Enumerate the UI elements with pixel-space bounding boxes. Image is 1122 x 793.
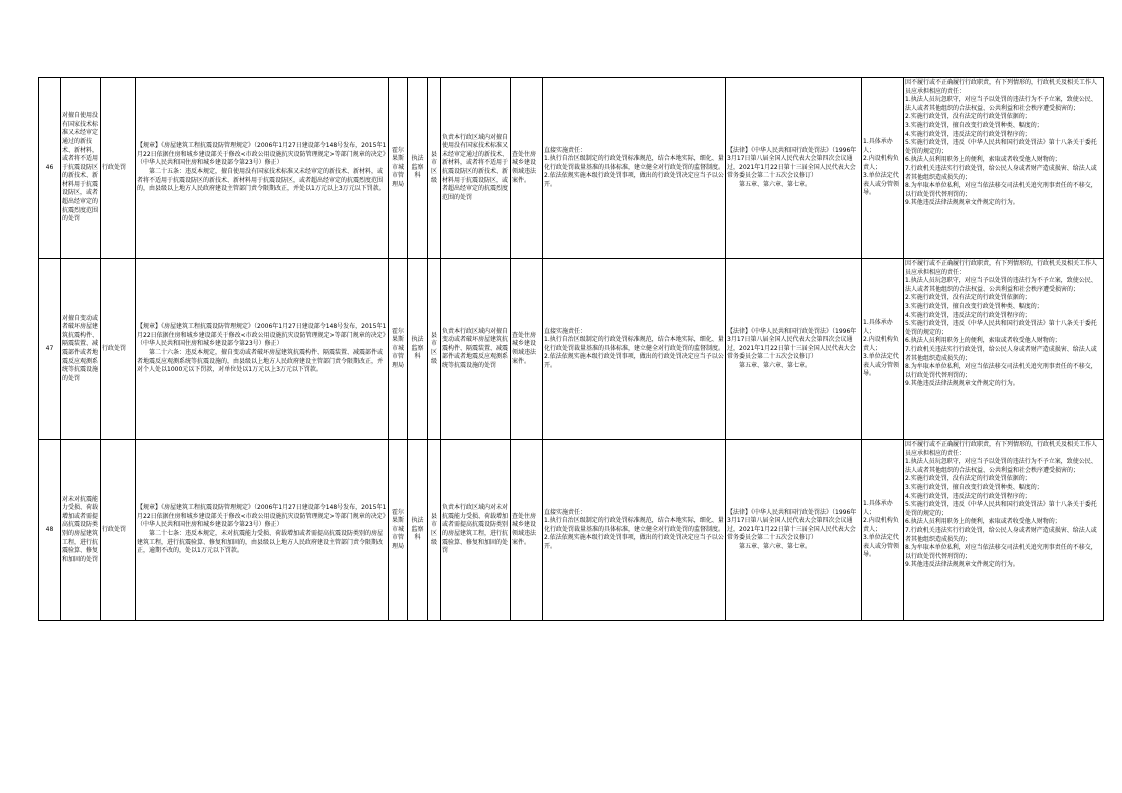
accountability-circumstances — [904, 78, 1104, 259]
list-item: 5.实施行政处罚，违反《中华人民共和国行政处罚法》第十八条关于委托处罚的规定的； — [905, 139, 1097, 155]
list-item: 8.为牟取本单位私利，对应当依法移交司法机关追究刑事责任的不移交，以行政处罚代替刑罚的； — [905, 182, 1097, 198]
responsibility-duty: 直接实施责任： 1.执行自治区级制定的行政处罚标准规范，结合本地实际，细化、量化行政处罚裁量基准的具体标准，建立健全对行政处罚的监督制度。 2.依法依规实施本级行政处罚事项，做出的行政处罚决定应当予以公开。 — [543, 78, 726, 259]
legal-basis: 【规章】《房屋建筑工程抗震设防管理规定》（2006年1月27日建设部令148号发布，2015年1月22日依据住房和城乡建设部关于修改<市政公用设施抗灾设防管理规定>等部门规章的决定》（中华人民共和国住房和城乡建设部令第23号）修正） 第二十七条：违反本规定，未对抗震能力受损、荷载增加或者需提高抗震设防类别的房屋建筑工程，进行抗震验算、修复和加固的，由县级以上地方人民政府建设主管部门责令限期改正，逾期不改的，处以1万元以下罚款。 — [136, 440, 389, 621]
item-type: 行政处罚 — [101, 78, 136, 259]
item-content: 负责本行政区域内对擅自使用没有国家技术标准又未经审定通过的新技术、新材料，或者将不适用于抗震设防区的新技术、新材料用于抗震设防区，或者超出经审定的抗震烈度范围的处罚 — [441, 78, 511, 259]
row-number: 48 — [39, 440, 61, 621]
item-name: 对未对抗震能力受损、荷载增加或者需提高抗震设防类别的房屋建筑工程，进行抗震验算、修复和加固的处罚 — [61, 440, 101, 621]
list-item: 7.行政机关违法实行行政处罚，给公民人身或者财产造成损害、给法人或者其他组织造成损失的； — [905, 526, 1097, 543]
list-item: 2.实施行政处罚，没有法定的行政处罚依据的； — [905, 113, 1031, 121]
list-item: 2.实施行政处罚，没有法定的行政处罚依据的； — [905, 475, 1031, 483]
list-item: 6.执法人员利用职务上的便利，索取或者收受他人财物的； — [905, 518, 1061, 526]
responsible-persons: 1.具体承办人； 2.内设机构负责人； 3.单位法定代表人或分管领导。 — [862, 440, 904, 621]
level: 县市区级 — [428, 78, 441, 259]
power-list-table — [38, 77, 1104, 621]
list-item: 8.为牟取本单位私利，对应当依法移交司法机关追究刑事责任的不移交，以行政处罚代替刑罚的； — [905, 544, 1097, 560]
handler-unit: 查处住房城乡建设领域违法案件。 — [511, 440, 543, 621]
responsibility-duty: 直接实施责任： 1.执行自治区级制定的行政处罚标准规范，结合本地实际，细化、量化行政处罚裁量基准的具体标准，建立健全对行政处罚的监督制度。 2.依法依规实施本级行政处罚事项，做出的行政处罚决定应当予以公开。 — [543, 259, 726, 440]
item-name: 对擅自变动或者破坏房屋建筑抗震构件、隔震装置、减震部件或者地震反应观测系统等抗震设施的处罚 — [61, 259, 101, 440]
table-row — [39, 78, 1104, 259]
legal-basis: 【规章】《房屋建筑工程抗震设防管理规定》（2006年1月27日建设部令148号发布，2015年1月22日依据住房和城乡建设部关于修改<市政公用设施抗灾设防管理规定>等部门规章的决定》（中华人民共和国住房和城乡建设部令第23号）修正） 第二十六条：违反本规定，擅自变动或者破坏房屋建筑抗震构件、隔震装置、减震部件或者地震反应观测系统等抗震设施的，由县级以上地方人民政府建设主管部门责令限期改正，并对个人处以1000元以下罚款，对单位处以1万元以上3万元以下罚款。 — [136, 259, 389, 440]
list-item: 9.其他违反法律法规规章文件规定的行为。 — [905, 561, 1019, 569]
list-item: 3.实施行政处罚，擅自改变行政处罚种类、幅度的； — [905, 483, 1043, 491]
table-row — [39, 259, 1104, 440]
level: 县市区级 — [428, 259, 441, 440]
list-item: 4.实施行政处罚，违反法定的行政处罚程序的； — [905, 492, 1031, 500]
table-row — [39, 440, 1104, 621]
implementing-subject: 执法监察科 — [408, 78, 428, 259]
list-item: 7.行政机关违法实行行政处罚，给公民人身或者财产造成损害、给法人或者其他组织造成损失的； — [905, 164, 1097, 181]
accountability-basis: 【法律】《中华人民共和国行政处罚法》（1996年3月17日第八届全国人民代表大会第四次会议通过，2021年1月22日第十三届全国人民代表大会常务委员会第二十五次会议修订） 第五章、第六章、第七章。 — [726, 440, 862, 621]
department: 霍尔果斯市城市管理局 — [389, 440, 408, 621]
list-item: 9.其他违反法律法规规章文件规定的行为。 — [905, 380, 1019, 388]
legal-basis: 【规章】《房屋建筑工程抗震设防管理规定》（2006年1月27日建设部令148号发布，2015年1月22日依据住房和城乡建设部关于修改<市政公用设施抗灾设防管理规定>等部门规章的决定》（中华人民共和国住房和城乡建设部令第23号）修正） 第二十五条：违反本规定，擅自使用没有国家技术标准又未经审定的新技术、新材料，或者将不适用于抗震设防区的新技术、新材料用于抗震设防区，或者超出经审定的抗震烈度范围的，由县级以上地方人民政府建设主管部门责令限期改正，并处以1万元以上3万元以下罚款。 — [136, 78, 389, 259]
item-content: 负责本行政区域内对擅自变动或者破坏房屋建筑抗震构件、隔震装置、减震部件或者地震反应观测系统等抗震设施的处罚 — [441, 259, 511, 440]
item-content: 负责本行政区域内对未对抗震能力受损、荷载增加或者需提高抗震设防类别的房屋建筑工程，进行抗震验算、修复和加固的处罚 — [441, 440, 511, 621]
list-item: 1.执法人员玩忽职守，对应当予以处罚的违法行为不予立案，致使公民、法人或者其他组织的合法权益、公共利益和社会秩序遭受损害的； — [905, 458, 1097, 474]
handler-unit: 查处住房城乡建设领域违法案件。 — [511, 78, 543, 259]
responsible-persons: 1.具体承办人； 2.内设机构负责人； 3.单位法定代表人或分管领导。 — [862, 259, 904, 440]
list-item: 2.实施行政处罚，没有法定的行政处罚依据的； — [905, 294, 1031, 302]
list-item: 6.执法人员利用职务上的便利，索取或者收受他人财物的； — [905, 156, 1061, 164]
list-item: 4.实施行政处罚，违反法定的行政处罚程序的； — [905, 130, 1031, 138]
item-type: 行政处罚 — [101, 440, 136, 621]
accountability-circumstances — [904, 259, 1104, 440]
list-item: 8.为牟取本单位私利，对应当依法移交司法机关追究刑事责任的不移交，以行政处罚代替刑罚的； — [905, 363, 1097, 379]
item-name: 对擅自使用没有国家技术标准又未经审定通过的新技术、新材料，或者将不适用于抗震设防区的新技术、新材料用于抗震设防区，或者超出经审定的抗震烈度范围的处罚 — [61, 78, 101, 259]
row-number: 46 — [39, 78, 61, 259]
department: 霍尔果斯市城市管理局 — [389, 259, 408, 440]
implementing-subject: 执法监察科 — [408, 440, 428, 621]
responsible-persons: 1.具体承办人； 2.内设机构负责人； 3.单位法定代表人或分管领导。 — [862, 78, 904, 259]
list-item: 9.其他违反法律法规规章文件规定的行为。 — [905, 199, 1019, 207]
row-number: 47 — [39, 259, 61, 440]
list-item: 1.执法人员玩忽职守，对应当予以处罚的违法行为不予立案，致使公民、法人或者其他组织的合法权益、公共利益和社会秩序遭受损害的； — [905, 96, 1097, 112]
list-item: 3.实施行政处罚，擅自改变行政处罚种类、幅度的； — [905, 302, 1043, 310]
responsibility-duty: 直接实施责任： 1.执行自治区级制定的行政处罚标准规范，结合本地实际，细化、量化行政处罚裁量基准的具体标准，建立健全对行政处罚的监督制度。 2.依法依规实施本级行政处罚事项，做出的行政处罚决定应当予以公开。 — [543, 440, 726, 621]
item-type: 行政处罚 — [101, 259, 136, 440]
department: 霍尔果斯市城市管理局 — [389, 78, 408, 259]
handler-unit: 查处住房城乡建设领域违法案件。 — [511, 259, 543, 440]
list-item: 因不履行或不正确履行行政职责，有下列情形的，行政机关及相关工作人员应承担相应的责任： — [905, 260, 1098, 276]
list-item: 6.执法人员利用职务上的便利，索取或者收受他人财物的； — [905, 337, 1061, 345]
list-item: 因不履行或不正确履行行政职责，有下列情形的，行政机关及相关工作人员应承担相应的责任： — [905, 441, 1098, 457]
list-item: 5.实施行政处罚，违反《中华人民共和国行政处罚法》第十八条关于委托处罚的规定的； — [905, 501, 1097, 517]
list-item: 7.行政机关违法实行行政处罚，给公民人身或者财产造成损害、给法人或者其他组织造成损失的； — [905, 345, 1097, 362]
list-item: 3.实施行政处罚，擅自改变行政处罚种类、幅度的； — [905, 121, 1043, 129]
level: 县市区级 — [428, 440, 441, 621]
list-item: 1.执法人员玩忽职守，对应当予以处罚的违法行为不予立案，致使公民、法人或者其他组织的合法权益、公共利益和社会秩序遭受损害的； — [905, 277, 1097, 293]
list-item: 4.实施行政处罚，违反法定的行政处罚程序的； — [905, 311, 1031, 319]
list-item: 5.实施行政处罚，违反《中华人民共和国行政处罚法》第十八条关于委托处罚的规定的； — [905, 320, 1097, 336]
accountability-basis: 【法律】《中华人民共和国行政处罚法》（1996年3月17日第八届全国人民代表大会第四次会议通过，2021年1月22日第十三届全国人民代表大会常务委员会第二十五次会议修订） 第五章、第六章、第七章。 — [726, 78, 862, 259]
accountability-circumstances — [904, 440, 1104, 621]
implementing-subject: 执法监察科 — [408, 259, 428, 440]
list-item: 因不履行或不正确履行行政职责，有下列情形的，行政机关及相关工作人员应承担相应的责任： — [905, 79, 1098, 95]
accountability-basis: 【法律】《中华人民共和国行政处罚法》（1996年3月17日第八届全国人民代表大会第四次会议通过，2021年1月22日第十三届全国人民代表大会常务委员会第二十五次会议修订） 第五章、第六章、第七章。 — [726, 259, 862, 440]
